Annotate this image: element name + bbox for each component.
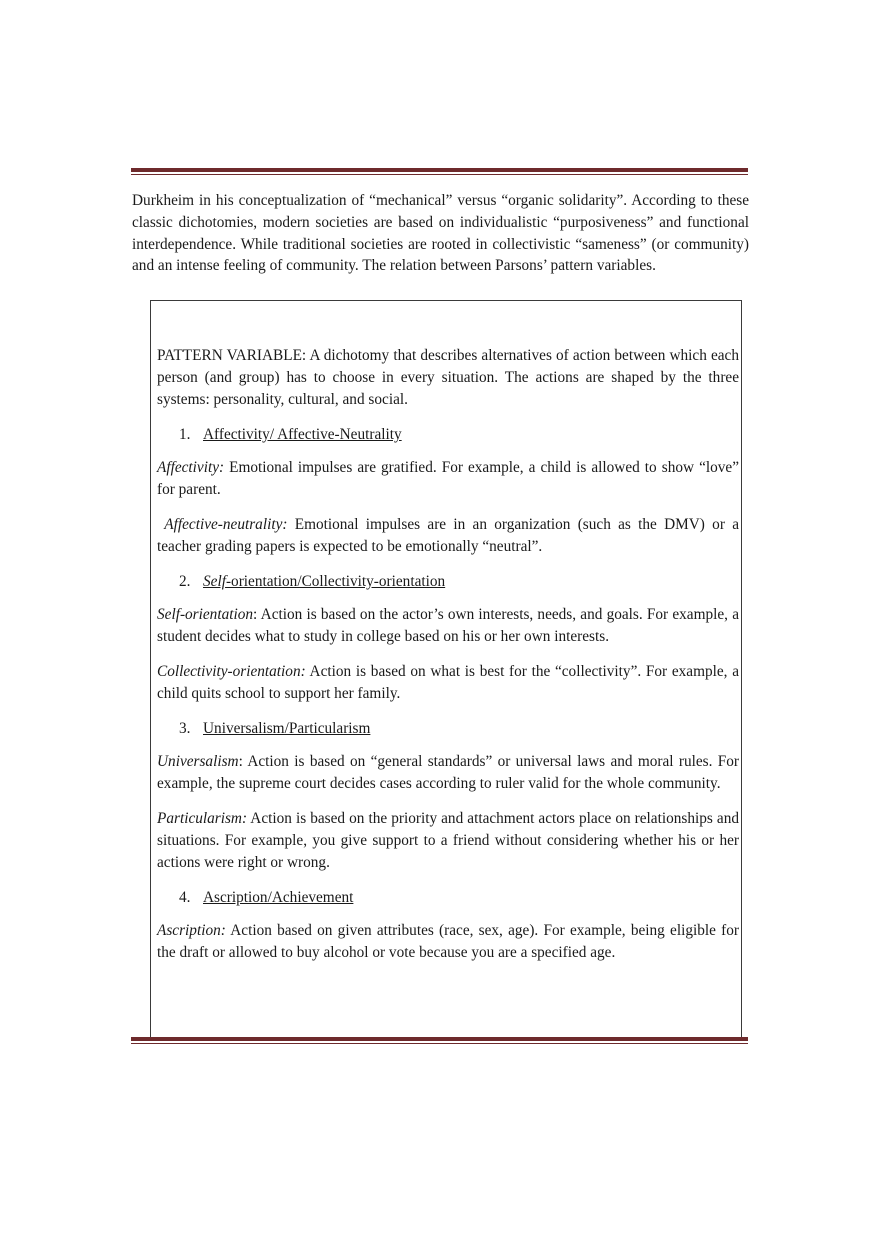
pattern-variable-definition: PATTERN VARIABLE: A dichotomy that describes alternatives of action between which each person (and group) has to choose in every situation. The actions are shaped by the three systems: personality, cultural, and social. (157, 347, 739, 408)
section-heading-3: 3. Universalism/Particularism (179, 720, 371, 737)
entry-universalism: Universalism: Action is based on “general standards” or universal laws and moral rules. For example, the supreme court decides cases according to ruler valid for the whole community. (157, 753, 739, 792)
entry-affectivity: Affectivity: Emotional impulses are gratified. For example, a child is allowed to show “love” for parent. (157, 459, 739, 498)
entry-affective-neutrality: Affective-neutrality: Emotional impulses are in an organization (such as the DMV) or a teacher grading papers is expected to be emotionally “neutral”. (157, 516, 739, 555)
entry-collectivity-orientation: Collectivity-orientation: Action is based on what is best for the “collectivity”. For example, a child quits school to support her family. (157, 663, 739, 702)
top-divider (131, 168, 748, 175)
section-heading-1: 1. Affectivity/ Affective-Neutrality (179, 426, 402, 443)
pattern-variables-box (150, 300, 742, 1037)
entry-ascription: Ascription: Action based on given attributes (race, sex, age). For example, being eligible for the draft or allowed to buy alcohol or vote because you are a specified age. (157, 922, 739, 961)
bottom-divider (131, 1037, 748, 1044)
section-heading-2: 2. Self-orientation/Collectivity-orientation (179, 573, 446, 590)
entry-particularism: Particularism: Action is based on the priority and attachment actors place on relationships and situations. For example, you give support to a friend without considering whether his or her actions were right or wrong. (157, 810, 739, 871)
section-heading-4: 4. Ascription/Achievement (179, 889, 354, 906)
intro-paragraph: Durkheim in his conceptualization of “mechanical” versus “organic solidarity”. According to these classic dichotomies, modern societies are based on individualistic “purposiveness” and functional interdependence. While traditional societies are rooted in collectivistic “sameness” (or community) and an intense feeling of community. The relation between Parsons’ pattern variables. (132, 192, 749, 275)
entry-self-orientation: Self-orientation: Action is based on the actor’s own interests, needs, and goals. For example, a student decides what to study in college based on his or her own interests. (157, 606, 739, 645)
